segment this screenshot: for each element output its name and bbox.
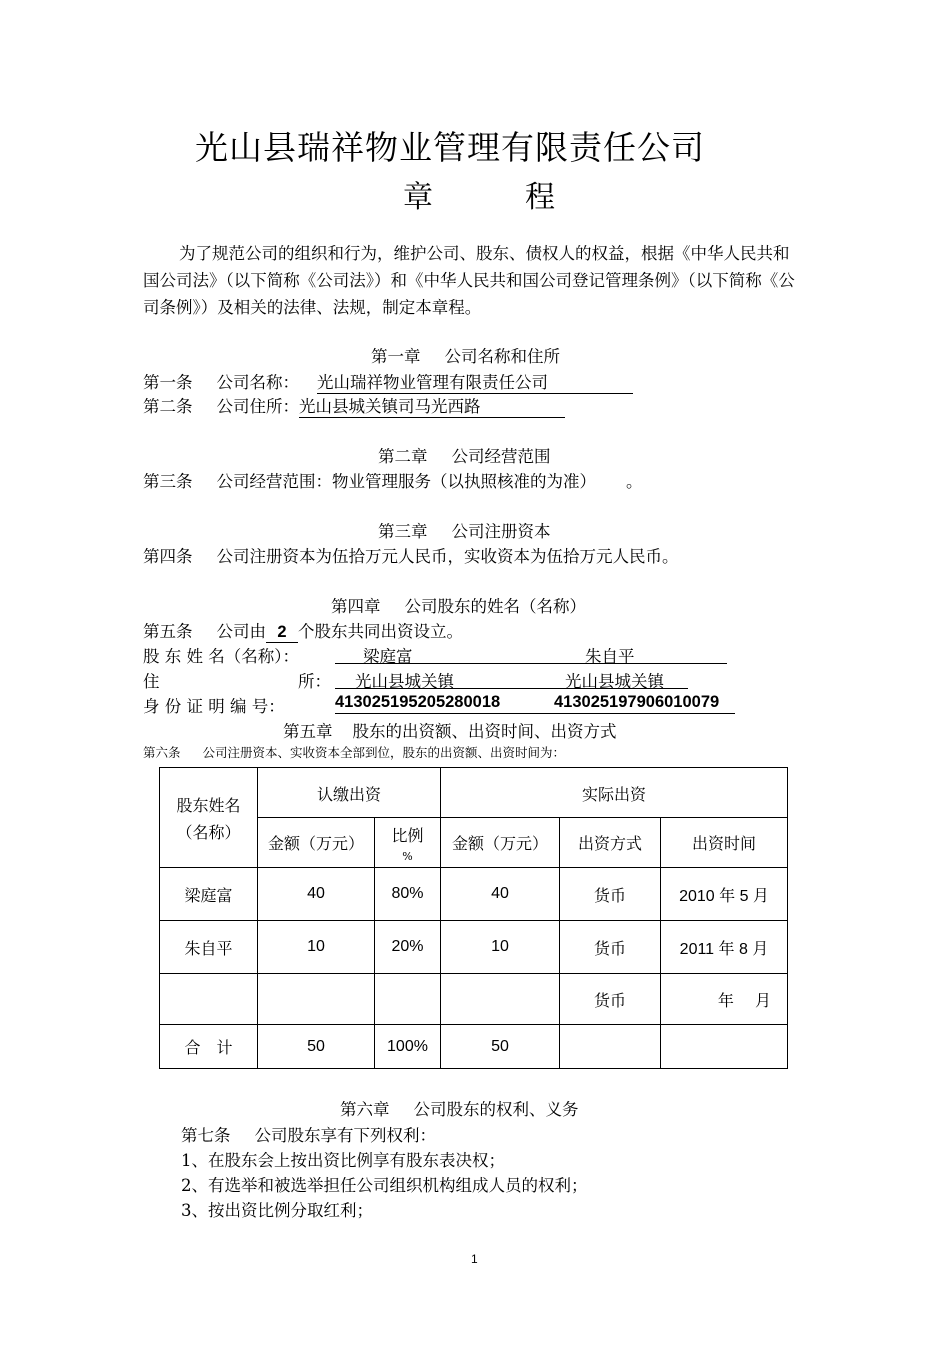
article-2-value: 光山县城关镇司马光西路	[299, 393, 565, 418]
chapter-3-title: 公司注册资本	[451, 522, 551, 541]
article-7-num: 第七条	[181, 1126, 231, 1145]
header-method: 出资方式	[560, 818, 661, 868]
cell-ratio	[375, 974, 441, 1025]
header-shareholder-name	[160, 768, 258, 868]
article-6	[143, 743, 565, 761]
header-name-line-1: 股东姓名	[176, 795, 241, 815]
article-3	[143, 468, 643, 492]
page-number: 1	[471, 1252, 478, 1266]
id-number-label: 身 份 证 明 编 号：	[143, 697, 285, 716]
chapter-4-heading	[331, 593, 586, 617]
chapter-1-title: 公司名称和住所	[444, 347, 560, 366]
document-title: 光山县瑞祥物业管理有限责任公司	[195, 128, 705, 167]
article-4-num: 第四条	[143, 547, 193, 566]
article-1-value: 光山瑞祥物业管理有限责任公司	[317, 369, 633, 394]
cell-total-label: 合 计	[160, 1025, 258, 1069]
shareholder-names-line	[335, 643, 727, 664]
article-3-tail: 。	[626, 472, 643, 491]
list-item: 1、在股东会上按出资比例享有股东表决权；	[181, 1151, 505, 1170]
subtitle-char-1: 章	[403, 180, 433, 215]
cell-total-time	[661, 1025, 788, 1069]
header-amount-actual: 金额（万元）	[441, 818, 560, 868]
list-item: 3、按出资比例分取红利；	[181, 1201, 373, 1220]
shareholder-ids-line	[335, 693, 735, 714]
cell-total-amount-actual: 50	[441, 1025, 560, 1069]
header-ratio	[375, 818, 441, 868]
table-row	[160, 921, 788, 974]
header-subscribed: 认缴出资	[258, 768, 441, 818]
cell-time: 年 月	[661, 974, 788, 1025]
header-time: 出资时间	[661, 818, 788, 868]
shareholder-addresses-line	[335, 668, 688, 689]
chapter-4-num: 第四章	[331, 597, 381, 616]
cell-total-ratio: 100%	[375, 1025, 441, 1069]
article-6-num: 第六条	[143, 745, 181, 760]
article-4-text: 公司注册资本为伍拾万元人民币，实收资本为伍拾万元人民币。	[216, 547, 679, 566]
header-ratio-label: 比例	[391, 825, 424, 845]
article-5-post: 个股东共同出资设立。	[298, 622, 463, 641]
article-7-text: 公司股东享有下列权利：	[254, 1126, 436, 1145]
shareholder-id-1: 413025195205280018	[335, 693, 501, 711]
list-item: 2、有选举和被选举担任公司组织机构组成人员的权利；	[181, 1176, 588, 1195]
cell-amount-actual: 40	[441, 868, 560, 921]
cell-method: 货币	[560, 921, 661, 974]
cell-name	[160, 974, 258, 1025]
article-5-pre: 公司由	[216, 622, 266, 641]
table-row	[160, 974, 788, 1025]
cell-amount: 10	[258, 921, 375, 974]
shareholder-address-1: 光山县城关镇	[355, 672, 454, 691]
article-2	[143, 393, 565, 418]
intro-paragraph: 为了规范公司的组织和行为，维护公司、股东、债权人的权益，根据《中华人民共和国公司法》（以下简称《公司法》）和《中华人民共和国公司登记管理条例》（以下简称《公司条例》）及相关的法律、法规，制定本章程。	[143, 244, 795, 317]
cell-ratio: 20%	[375, 921, 441, 974]
cell-ratio: 80%	[375, 868, 441, 921]
cell-total-amount: 50	[258, 1025, 375, 1069]
article-1	[143, 369, 633, 394]
chapter-1-heading	[371, 343, 560, 367]
chapter-3-heading	[378, 518, 551, 542]
shareholder-address-2: 光山县城关镇	[565, 672, 664, 691]
article-1-num: 第一条	[143, 373, 193, 392]
chapter-5-num: 第五章	[283, 722, 333, 741]
table-row	[160, 868, 788, 921]
address-label-b: 所：	[298, 672, 331, 691]
cell-time: 2010 年 5 月	[661, 868, 788, 921]
chapter-5-heading	[283, 718, 617, 742]
chapter-1-num: 第一章	[371, 347, 421, 366]
cell-name: 朱自平	[160, 921, 258, 974]
cell-amount-actual: 10	[441, 921, 560, 974]
shareholder-id-2: 413025197906010079	[554, 693, 720, 711]
article-4	[143, 543, 679, 567]
cell-method: 货币	[560, 974, 661, 1025]
chapter-6-heading	[340, 1096, 579, 1120]
article-2-label: 公司住所：	[216, 397, 299, 416]
cell-amount: 40	[258, 868, 375, 921]
cell-name: 梁庭富	[160, 868, 258, 921]
address-label-a: 住	[143, 672, 160, 691]
chapter-3-num: 第三章	[378, 522, 428, 541]
article-7	[181, 1122, 436, 1146]
article-6-text: 公司注册资本、实收资本全部到位，股东的出资额、出资时间为：	[202, 745, 566, 760]
cell-time: 2011 年 8 月	[661, 921, 788, 974]
cell-amount	[258, 974, 375, 1025]
header-amount: 金额（万元）	[258, 818, 375, 868]
cell-total-method	[560, 1025, 661, 1069]
header-ratio-unit: %	[402, 849, 413, 863]
table-total-row	[160, 1025, 788, 1069]
chapter-6-title: 公司股东的权利、义务	[413, 1100, 579, 1119]
cell-amount-actual	[441, 974, 560, 1025]
header-name-line-2: （名称）	[176, 822, 241, 842]
chapter-4-title: 公司股东的姓名（名称）	[404, 597, 586, 616]
shareholder-name-1: 梁庭富	[363, 647, 413, 666]
header-actual: 实际出资	[441, 768, 788, 818]
chapter-6-num: 第六章	[340, 1100, 390, 1119]
article-5-num: 第五条	[143, 622, 193, 641]
chapter-2-heading	[378, 443, 551, 467]
shareholder-count: 2	[266, 623, 298, 643]
article-3-text: 公司经营范围：物业管理服务（以执照核准的为准）	[216, 472, 596, 491]
article-5	[143, 618, 463, 643]
cell-method: 货币	[560, 868, 661, 921]
capital-table	[159, 767, 788, 1069]
table-header-row-1	[160, 768, 788, 818]
article-1-label: 公司名称：	[216, 373, 299, 392]
article-2-num: 第二条	[143, 397, 193, 416]
article-3-num: 第三条	[143, 472, 193, 491]
shareholder-name-2: 朱自平	[585, 647, 635, 666]
shareholder-names-label: 股 东 姓 名（名称）：	[143, 647, 299, 666]
chapter-5-title: 股东的出资额、出资时间、出资方式	[352, 722, 617, 741]
chapter-2-num: 第二章	[378, 447, 428, 466]
chapter-2-title: 公司经营范围	[451, 447, 551, 466]
subtitle-char-2: 程	[525, 180, 555, 215]
